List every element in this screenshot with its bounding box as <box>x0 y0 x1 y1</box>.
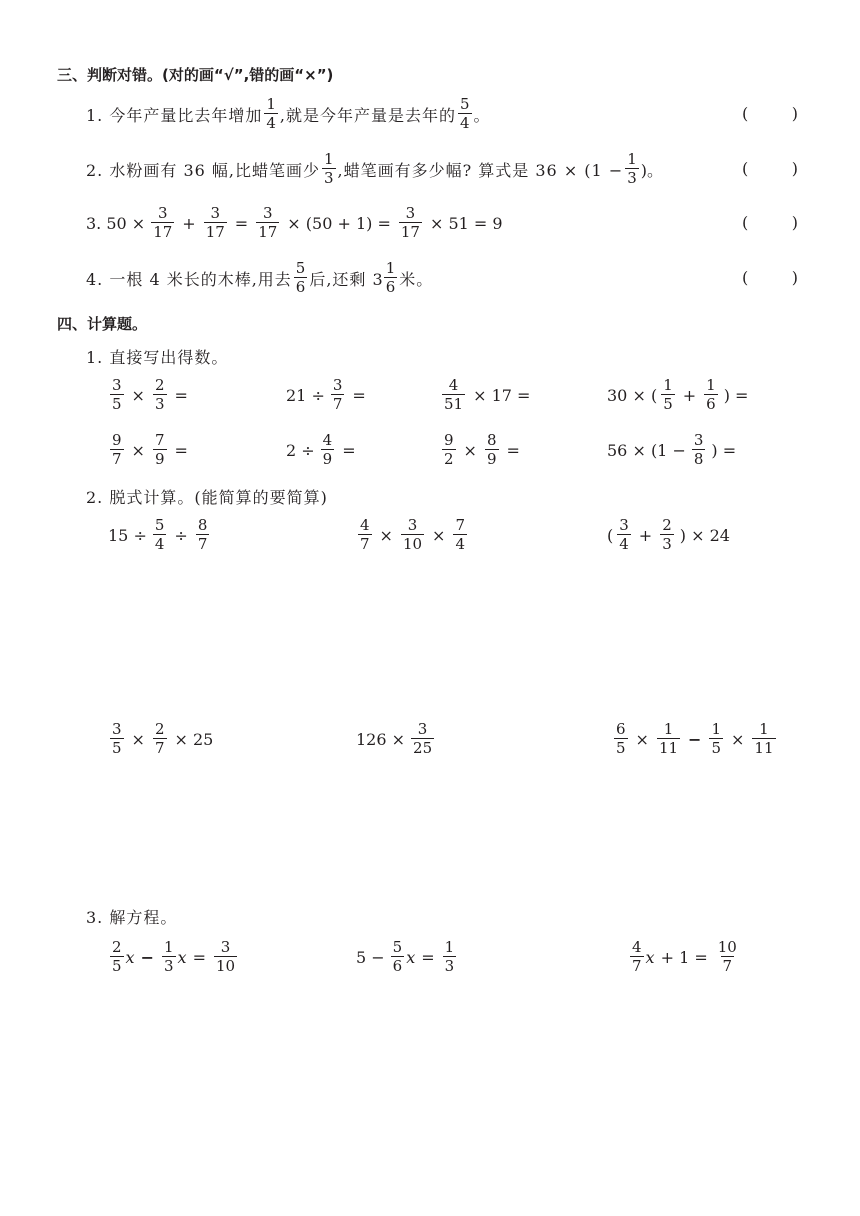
numerator: 3 <box>417 720 428 738</box>
expression-text: ( <box>607 525 614 545</box>
numerator: 1 <box>266 95 276 113</box>
numerator: 1 <box>663 720 674 738</box>
section-4-title: 四、计算题。 <box>57 315 148 333</box>
numerator: 1 <box>163 938 174 956</box>
oral-calc-1 <box>108 369 194 421</box>
numerator: 1 <box>759 720 769 738</box>
denominator: 11 <box>754 739 774 757</box>
section-3-title: 三、判断对错。(对的画“√”,错的画“×”) <box>57 66 334 84</box>
fraction <box>384 261 398 295</box>
numerator: 4 <box>322 431 333 449</box>
fraction <box>391 940 405 974</box>
fraction <box>716 940 739 974</box>
fraction <box>110 722 124 756</box>
fraction <box>110 378 124 412</box>
expression-text: ( <box>742 268 749 287</box>
expression-text: = <box>421 947 435 967</box>
expression-text: + <box>638 525 653 545</box>
expression-text: ) <box>791 213 798 232</box>
q1-text-b: ,就是今年产量是去年的 <box>279 105 456 125</box>
numerator: 3 <box>112 376 122 394</box>
numerator: 5 <box>460 95 470 113</box>
denominator: 51 <box>444 395 464 413</box>
numerator: 3 <box>210 204 221 222</box>
equation-3 <box>628 931 741 983</box>
fraction <box>657 722 680 756</box>
denominator: 10 <box>215 957 236 975</box>
equation-2 <box>356 931 458 983</box>
fraction <box>458 97 472 131</box>
fraction <box>110 940 124 974</box>
numerator: 1 <box>627 150 637 168</box>
fraction <box>256 206 279 240</box>
fraction <box>453 518 467 552</box>
sub3-title: 3. 解方程。 <box>86 908 178 927</box>
numerator: 3 <box>262 204 273 222</box>
denominator: 6 <box>706 395 716 413</box>
denominator: 4 <box>455 535 465 553</box>
expression-text: × 25 <box>174 729 214 749</box>
numerator: 9 <box>444 431 454 449</box>
q3-text-a: 3. 50 × <box>86 213 146 233</box>
numerator: 2 <box>662 516 672 534</box>
expression-text: × <box>463 440 477 460</box>
denominator: 3 <box>323 169 334 187</box>
fraction <box>331 378 345 412</box>
oral-calc-5 <box>108 424 194 476</box>
numerator: 10 <box>717 938 737 956</box>
fraction <box>709 722 723 756</box>
numerator: 3 <box>405 204 416 222</box>
expression-text: 56 × (1 − <box>607 440 686 460</box>
judge-question-1 <box>86 88 490 140</box>
numerator: 3 <box>112 720 122 738</box>
q1-text-c: 。 <box>473 105 490 125</box>
variable-x: x <box>177 947 187 967</box>
denominator: 25 <box>413 739 433 757</box>
expression-text: ) = <box>711 440 737 460</box>
denominator: 11 <box>658 739 679 757</box>
numerator: 3 <box>220 938 231 956</box>
fraction <box>752 722 775 756</box>
expression-text: × <box>731 729 745 749</box>
denominator: 17 <box>258 223 278 241</box>
numerator: 9 <box>112 431 122 449</box>
sub2-title: 2. 脱式计算。(能简算的要简算) <box>86 488 328 507</box>
fraction <box>704 378 718 412</box>
expression-text: 15 ÷ <box>108 525 147 545</box>
sub1-title: 1. 直接写出得数。 <box>86 348 229 367</box>
denominator: 5 <box>616 739 626 757</box>
answer-blank-1[interactable] <box>742 104 798 123</box>
judge-question-3 <box>86 197 509 249</box>
variable-x: x <box>125 947 135 967</box>
numerator: 1 <box>323 150 334 168</box>
stepwise-calc-4 <box>108 713 219 765</box>
stepwise-calc-3 <box>607 509 730 561</box>
expression-text: + <box>682 385 697 405</box>
fraction <box>264 97 278 131</box>
fraction <box>214 940 237 974</box>
denominator: 3 <box>163 957 174 975</box>
denominator: 9 <box>486 450 497 468</box>
oral-calc-3 <box>440 369 536 421</box>
stepwise-calc-2 <box>356 509 469 561</box>
denominator: 4 <box>619 535 629 553</box>
numerator: 5 <box>392 938 403 956</box>
fraction <box>196 518 210 552</box>
expression-text: ) = <box>723 385 749 405</box>
fraction <box>204 206 227 240</box>
expression-text: = <box>174 440 188 460</box>
denominator: 3 <box>627 169 637 187</box>
oral-calc-6 <box>286 424 362 476</box>
fraction <box>625 152 639 186</box>
denominator: 6 <box>392 957 403 975</box>
denominator: 5 <box>112 957 122 975</box>
expression-text: − <box>688 729 702 749</box>
numerator: 6 <box>616 720 626 738</box>
numerator: 7 <box>154 431 165 449</box>
denominator: 4 <box>266 114 276 132</box>
numerator: 5 <box>295 259 306 277</box>
numerator: 1 <box>711 720 721 738</box>
fraction <box>401 518 424 552</box>
denominator: 9 <box>154 450 165 468</box>
judge-question-4 <box>86 252 433 304</box>
fraction <box>153 518 167 552</box>
fraction <box>614 722 628 756</box>
expression-text: × <box>432 525 446 545</box>
expression-text: = <box>192 947 206 967</box>
expression-text: ( <box>742 213 749 232</box>
denominator: 3 <box>444 957 455 975</box>
denominator: 2 <box>444 450 454 468</box>
numerator: 5 <box>154 516 165 534</box>
numerator: 4 <box>448 376 459 394</box>
fraction <box>411 722 434 756</box>
answer-blank-2[interactable] <box>742 159 798 178</box>
denominator: 3 <box>154 395 165 413</box>
numerator: 1 <box>663 376 673 394</box>
denominator: 7 <box>197 535 208 553</box>
oral-calc-7 <box>440 424 526 476</box>
expression-text: = <box>352 385 366 405</box>
expression-text: = <box>506 440 520 460</box>
fraction <box>630 940 644 974</box>
fraction <box>617 518 631 552</box>
expression-text: 5 − <box>356 947 385 967</box>
denominator: 5 <box>711 739 721 757</box>
fraction <box>692 433 706 467</box>
denominator: 9 <box>322 450 333 468</box>
fraction <box>485 433 499 467</box>
q4-text-a: 4. 一根 4 米长的木棒,用去 <box>86 269 292 289</box>
fraction <box>322 152 336 186</box>
variable-x: x <box>645 947 655 967</box>
denominator: 5 <box>112 395 122 413</box>
q2-text-a: 2. 水粉画有 36 幅,比蜡笔画少 <box>86 160 320 180</box>
expression-text: ÷ <box>174 525 188 545</box>
q2-text-c: )。 <box>640 160 664 180</box>
expression-text: = <box>342 440 356 460</box>
numerator: 2 <box>154 720 165 738</box>
expression-text: ( <box>742 104 749 123</box>
expression-text: + 1 = <box>660 947 708 967</box>
denominator: 6 <box>295 278 306 296</box>
denominator: 17 <box>153 223 173 241</box>
denominator: 7 <box>722 957 733 975</box>
variable-x: x <box>406 947 416 967</box>
denominator: 7 <box>154 739 165 757</box>
operator: + <box>182 213 196 233</box>
denominator: 17 <box>205 223 225 241</box>
expression-text: ) × 24 <box>679 525 730 545</box>
q3-text-d: × (50 + 1) = <box>287 213 391 233</box>
fraction <box>153 378 167 412</box>
denominator: 17 <box>400 223 420 241</box>
numerator: 3 <box>407 516 418 534</box>
fraction <box>321 433 335 467</box>
numerator: 3 <box>332 376 343 394</box>
numerator: 3 <box>619 516 629 534</box>
fraction <box>162 940 176 974</box>
oral-calc-4 <box>607 369 748 421</box>
fraction <box>443 940 457 974</box>
numerator: 3 <box>693 431 704 449</box>
expression-text: × 17 = <box>473 385 531 405</box>
numerator: 1 <box>385 259 396 277</box>
fraction <box>153 433 167 467</box>
denominator: 3 <box>662 535 672 553</box>
expression-text: ) <box>791 268 798 287</box>
denominator: 5 <box>112 739 122 757</box>
oral-calc-2 <box>286 369 372 421</box>
oral-calc-8 <box>607 424 736 476</box>
numerator: 8 <box>486 431 497 449</box>
denominator: 10 <box>402 535 423 553</box>
q4-text-c: 米。 <box>399 269 434 289</box>
q1-text-a: 1. 今年产量比去年增加 <box>86 105 263 125</box>
stepwise-calc-5 <box>356 713 436 765</box>
expression-text: × <box>131 385 145 405</box>
operator: = <box>234 213 249 233</box>
fraction <box>442 433 456 467</box>
numerator: 7 <box>455 516 465 534</box>
q4-text-b: 后,还剩 3 <box>309 269 384 289</box>
denominator: 4 <box>154 535 165 553</box>
fraction <box>399 206 422 240</box>
denominator: 4 <box>460 114 470 132</box>
numerator: 8 <box>197 516 208 534</box>
numerator: 4 <box>632 938 642 956</box>
fraction <box>110 433 124 467</box>
expression-text: × <box>131 440 145 460</box>
answer-blank-3[interactable] <box>742 213 798 232</box>
denominator: 7 <box>332 395 343 413</box>
expression-text: − <box>140 947 154 967</box>
expression-text: = <box>174 385 188 405</box>
numerator: 2 <box>154 376 165 394</box>
expression-text: × <box>379 525 393 545</box>
fraction <box>358 518 372 552</box>
q2-text-b: ,蜡笔画有多少幅? 算式是 36 × (1 − <box>337 160 624 180</box>
numerator: 1 <box>706 376 716 394</box>
expression-text: ) <box>791 104 798 123</box>
expression-text: 21 ÷ <box>286 385 325 405</box>
fraction <box>442 378 465 412</box>
denominator: 8 <box>693 450 704 468</box>
expression-text: ( <box>742 159 749 178</box>
expression-text: × <box>131 729 145 749</box>
stepwise-calc-6 <box>612 713 778 765</box>
fraction <box>661 378 675 412</box>
expression-text: 2 ÷ <box>286 440 315 460</box>
denominator: 7 <box>632 957 642 975</box>
denominator: 6 <box>385 278 396 296</box>
expression-text: × <box>635 729 649 749</box>
q3-text-e: × 51 = 9 <box>429 213 503 233</box>
fraction <box>153 722 167 756</box>
expression-text: ) <box>791 159 798 178</box>
fraction <box>660 518 674 552</box>
denominator: 5 <box>663 395 673 413</box>
expression-text: 126 × <box>356 729 406 749</box>
numerator: 3 <box>157 204 168 222</box>
fraction <box>294 261 308 295</box>
judge-question-2 <box>86 143 663 195</box>
numerator: 1 <box>444 938 455 956</box>
equation-1 <box>108 931 239 983</box>
numerator: 4 <box>360 516 370 534</box>
answer-blank-4[interactable] <box>742 268 798 287</box>
denominator: 7 <box>360 535 370 553</box>
stepwise-calc-1 <box>108 509 211 561</box>
numerator: 2 <box>112 938 122 956</box>
fraction <box>151 206 174 240</box>
denominator: 7 <box>112 450 122 468</box>
expression-text: 30 × ( <box>607 385 658 405</box>
